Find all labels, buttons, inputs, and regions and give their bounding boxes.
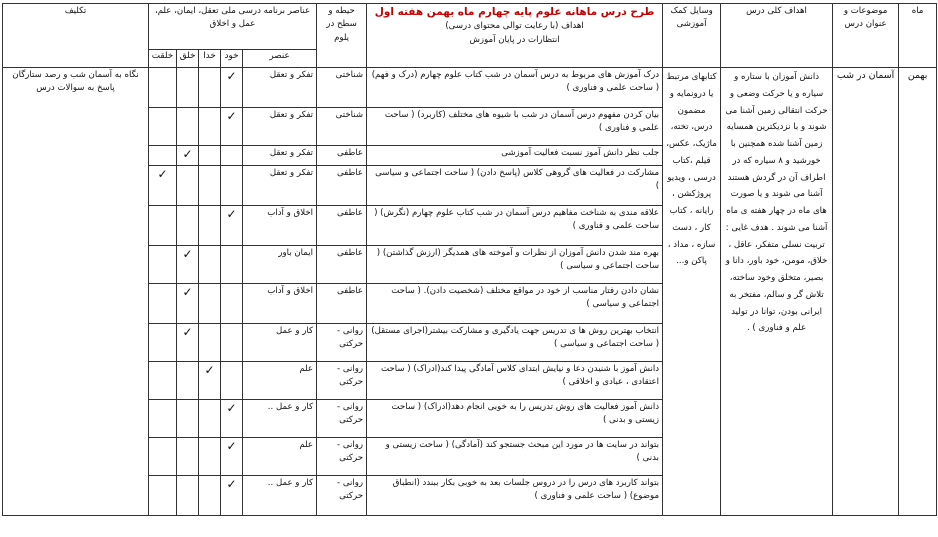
- check-icon: ✓: [182, 325, 193, 339]
- check-icon: ✓: [182, 247, 193, 261]
- check-cell-creature: [149, 246, 177, 284]
- check-icon: ✓: [182, 285, 193, 299]
- header-subtitle-1: اهداف (با رعایت توالی محتوای درسی): [445, 21, 584, 32]
- tools-text: کتابهای مرتبط یا درونمایه و مضمون درس، تخته، ماژیک، عکس، قیلم ،کتاب درسی ، ویدیو پروژکشن ، رایانه ، کتاب کار ، دست سازه ، مداد ، پاکن و...: [663, 68, 721, 516]
- header-subtitle-2: انتظارات در پایان آموزش: [469, 34, 560, 45]
- check-icon: ✓: [226, 69, 237, 83]
- header-element: عنصر: [243, 50, 317, 68]
- domain-text: عاطفی: [317, 146, 367, 166]
- element-text: تفکر و تعقل: [243, 166, 317, 206]
- check-cell-god: [199, 362, 221, 400]
- check-cell-creature: [149, 166, 177, 206]
- element-text: تفکر و تعقل: [243, 146, 317, 166]
- check-cell-creation: [177, 108, 199, 146]
- page-title: طرح درس ماهانه علوم پایه چهارم ماه بهمن هفته اول: [374, 6, 655, 18]
- check-cell-god: [199, 206, 221, 246]
- check-cell-creature: [149, 206, 177, 246]
- lesson-plan-table: [2, 3, 937, 516]
- header-domain: حیطه و سطح در یلوم: [317, 4, 367, 68]
- domain-text: عاطفی: [317, 206, 367, 246]
- check-cell-self: [221, 438, 243, 476]
- check-cell-creature: [149, 324, 177, 362]
- objective-text: نشان دادن رفتار مناسب از خود در مواقع مختلف (شخصیت دادن). ( ساحت اجتماعی و سیاسی ): [367, 284, 663, 324]
- check-icon: ✓: [182, 147, 193, 161]
- check-icon: ✓: [157, 167, 168, 181]
- element-text: تفکر و تعقل: [243, 108, 317, 146]
- check-cell-god: [199, 146, 221, 166]
- check-icon: ✓: [226, 207, 237, 221]
- check-cell-creature: [149, 284, 177, 324]
- check-cell-creature: [149, 108, 177, 146]
- check-cell-god: [199, 476, 221, 516]
- check-cell-self: [221, 246, 243, 284]
- domain-text: شناختی: [317, 68, 367, 108]
- check-cell-self: [221, 206, 243, 246]
- element-text: علم: [243, 438, 317, 476]
- check-cell-self: [221, 68, 243, 108]
- domain-text: روانی - حرکتی: [317, 476, 367, 516]
- element-text: کار و عمل ..: [243, 400, 317, 438]
- check-cell-god: [199, 438, 221, 476]
- check-cell-creature: [149, 400, 177, 438]
- objective-text: مشارکت در فعالیت های گروهی کلاس (پاسخ دادن) ( ساحت اجتماعی و سیاسی ): [367, 166, 663, 206]
- element-text: ایمان باور: [243, 246, 317, 284]
- header-tools: وسایل کمک آموزشی: [663, 4, 721, 68]
- element-text: کار و عمل: [243, 324, 317, 362]
- header-goals: اهداف کلی درس: [721, 4, 833, 68]
- check-icon: ✓: [226, 401, 237, 415]
- element-text: علم: [243, 362, 317, 400]
- header-self: خود: [221, 50, 243, 68]
- objective-text: درک آموزش های مربوط به درس آسمان در شب کتاب علوم چهارم (درک و فهم) ( ساحت علمی و فناوری ): [367, 68, 663, 108]
- check-cell-self: [221, 400, 243, 438]
- check-cell-creation: [177, 476, 199, 516]
- check-cell-creature: [149, 68, 177, 108]
- check-cell-creation: [177, 284, 199, 324]
- check-cell-god: [199, 400, 221, 438]
- header-topics: موضوعات و عنوان درس: [833, 4, 899, 68]
- check-cell-creation: [177, 206, 199, 246]
- lesson-plan-sheet: [2, 3, 936, 516]
- objective-text: دانش آموز فعالیت های روش تدریس را به خوبی انجام دهد(ادراک) ( ساحت زیستی و بدنی ): [367, 400, 663, 438]
- check-cell-god: [199, 108, 221, 146]
- goal-text: دانش آموزان با ستاره و سیاره و یا حرکت وضعی و حرکت انتقالی زمین آشنا می شوند و با نزدیکترین همسایه زمین آشنا شده همچنین با خورشید و ۸ سیاره که در اطراف آن در گردش هستند آشنا می شوند و یا صورت های ماه در چهار هفته ی ماه آشنا می شوند . هدف غایی : تربیت نسلی متفکر، عاقل ، خلاق، مومن، خود باور، دانا و بصیر، متخلق وخود ساخته، تلاش گر و سالم، مفتخر به ایرانی بودن، توانا در تولید علم و فناوری ) .: [721, 68, 833, 516]
- element-text: اخلاق و آداب: [243, 206, 317, 246]
- objective-text: بتواند کاربرد های درس را در دروس جلسات بعد به خوبی بکار ببندد (انطباق موضوع) ( ساحت علمی و فناوری ): [367, 476, 663, 516]
- objective-text: علاقه مندی به شناخت مفاهیم درس آسمان در شب کتاب علوم چهارم (نگرش) ( ساحت علمی و فناوری ): [367, 206, 663, 246]
- domain-text: روانی - حرکتی: [317, 324, 367, 362]
- check-cell-creature: [149, 146, 177, 166]
- header-god: خدا: [199, 50, 221, 68]
- check-cell-creation: [177, 438, 199, 476]
- check-cell-creation: [177, 246, 199, 284]
- domain-text: شناختی: [317, 108, 367, 146]
- element-text: اخلاق و آداب: [243, 284, 317, 324]
- objective-text: دانش آموز با شنیدن دعا و نیایش ابتدای کلاس آمادگی پیدا کند(ادراک) ( ساحت اعتقادی ، عبادی و اخلاقی ): [367, 362, 663, 400]
- header-creation: خلق: [177, 50, 199, 68]
- objective-text: بیان کردن مفهوم درس آسمان در شب با شیوه های مختلف (کاربرد) ( ساحت علمی و فناوری ): [367, 108, 663, 146]
- element-text: تفکر و تعقل: [243, 68, 317, 108]
- header-objectives: [367, 4, 663, 68]
- header-creature: خلقت: [149, 50, 177, 68]
- check-icon: ✓: [226, 439, 237, 453]
- check-cell-self: [221, 146, 243, 166]
- domain-text: روانی - حرکتی: [317, 400, 367, 438]
- homework-text: نگاه به آسمان شب و رصد ستارگان پاسخ به سوالات درس: [3, 68, 149, 516]
- check-cell-god: [199, 246, 221, 284]
- header-elements: عناصر برنامه درسی ملی تعقل، ایمان، علم، عمل و اخلاق: [149, 4, 317, 50]
- domain-text: عاطفی: [317, 284, 367, 324]
- check-cell-creation: [177, 146, 199, 166]
- check-cell-creature: [149, 362, 177, 400]
- check-cell-creature: [149, 476, 177, 516]
- topic-value: آسمان در شب: [833, 68, 899, 516]
- domain-text: روانی - حرکتی: [317, 362, 367, 400]
- check-cell-god: [199, 166, 221, 206]
- check-cell-self: [221, 324, 243, 362]
- check-cell-creation: [177, 362, 199, 400]
- element-text: کار و عمل ..: [243, 476, 317, 516]
- check-cell-god: [199, 284, 221, 324]
- check-cell-creature: [149, 438, 177, 476]
- objective-text: بتواند در سایت ها در مورد این مبحث جستجو کند (آمادگی) ( ساحت زیستی و بدنی ): [367, 438, 663, 476]
- check-cell-self: [221, 284, 243, 324]
- header-month: ماه: [899, 4, 937, 68]
- objective-text: بهره مند شدن دانش آموزان از نظرات و آموخته های همدیگر (ارزش گذاشتن) ( ساحت اجتماعی و سیاسی ): [367, 246, 663, 284]
- check-cell-creation: [177, 400, 199, 438]
- header-homework: تکلیف: [3, 4, 149, 68]
- check-cell-creation: [177, 68, 199, 108]
- objective-text: انتخاب بهترین روش ها ی تدریس جهت یادگیری و مشارکت بیشتر(اجرای مستقل) ( ساحت اجتماعی و سیاسی ): [367, 324, 663, 362]
- check-cell-self: [221, 362, 243, 400]
- domain-text: عاطفی: [317, 246, 367, 284]
- check-cell-creation: [177, 166, 199, 206]
- check-cell-self: [221, 476, 243, 516]
- check-cell-self: [221, 166, 243, 206]
- check-cell-self: [221, 108, 243, 146]
- check-cell-creation: [177, 324, 199, 362]
- month-value: بهمن: [899, 68, 937, 516]
- table-row: [3, 68, 937, 108]
- check-icon: ✓: [226, 477, 237, 491]
- check-cell-god: [199, 324, 221, 362]
- check-icon: ✓: [204, 363, 215, 377]
- check-cell-god: [199, 68, 221, 108]
- check-icon: ✓: [226, 109, 237, 123]
- domain-text: عاطفی: [317, 166, 367, 206]
- domain-text: روانی - حرکتی: [317, 438, 367, 476]
- objective-text: جلب نظر دانش آموز نسبت فعالیت آموزشی: [367, 146, 663, 166]
